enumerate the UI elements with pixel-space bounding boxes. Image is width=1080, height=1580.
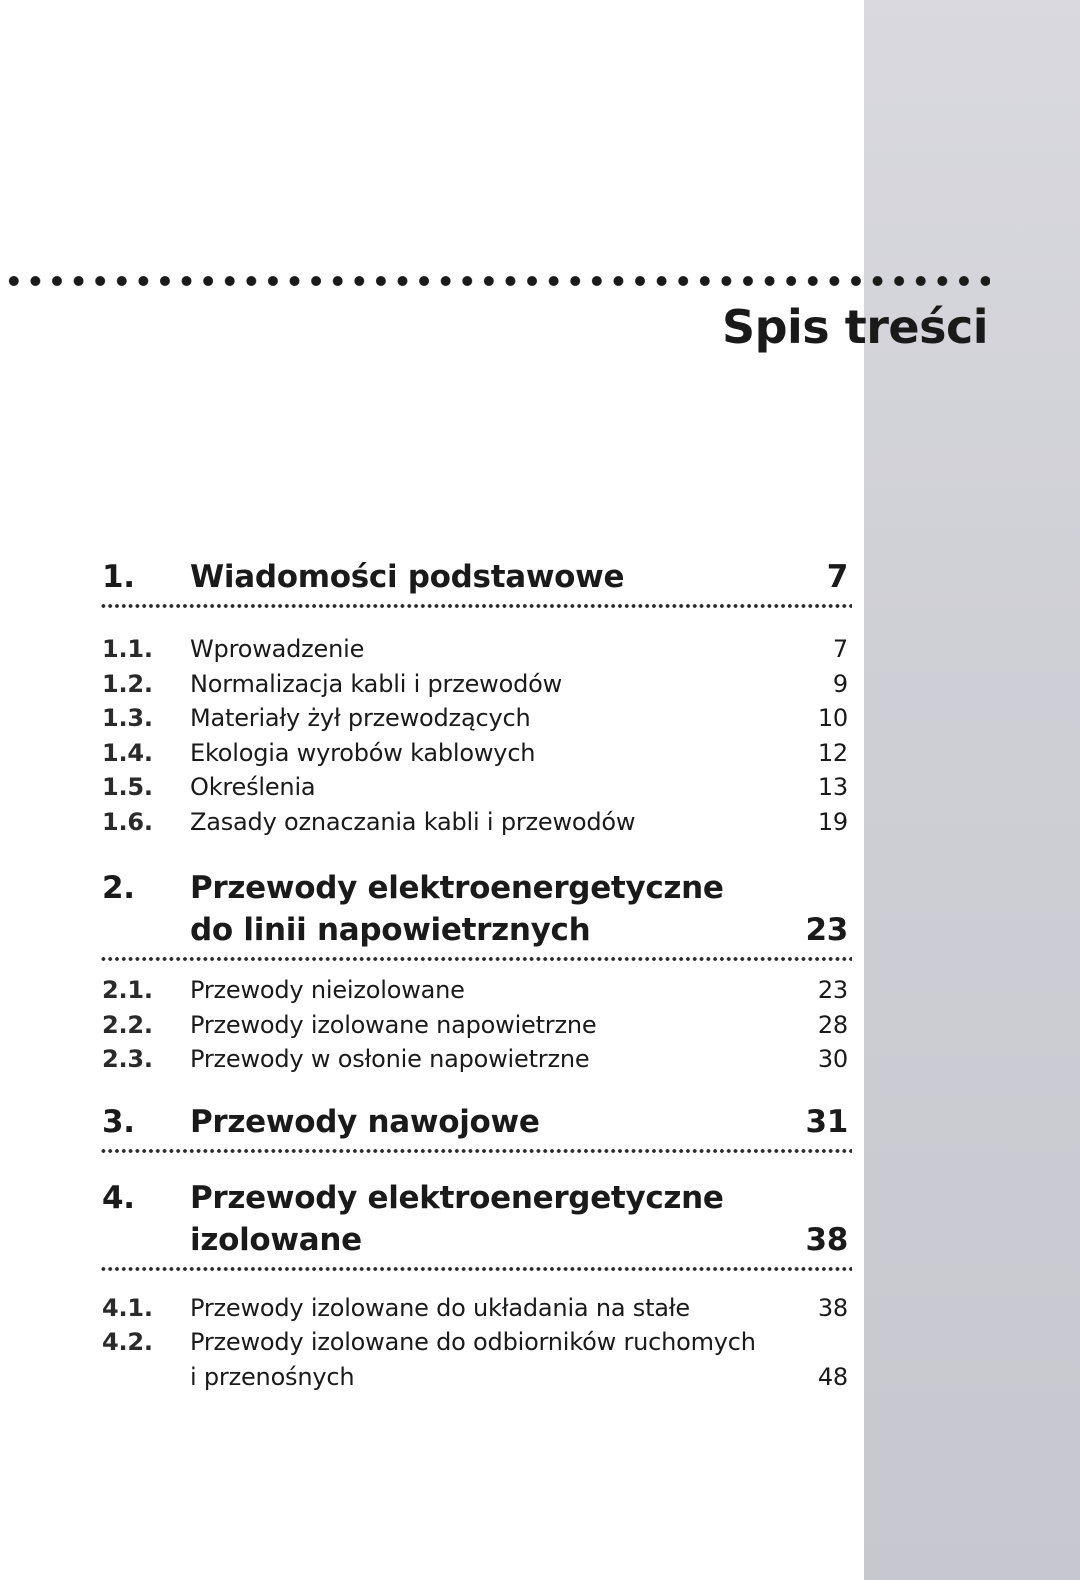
section-page: 28 — [817, 1010, 848, 1039]
section-title: Wprowadzenie — [190, 635, 365, 663]
section-item[interactable] — [100, 1008, 852, 1043]
section-page: 10 — [817, 704, 848, 732]
section-page: 48 — [817, 1362, 848, 1391]
chapter-4 — [100, 1177, 852, 1395]
chapter-number: 4. — [102, 1179, 135, 1216]
dotted-divider — [100, 1265, 852, 1273]
section-list — [100, 1291, 852, 1395]
dotted-divider — [100, 602, 852, 610]
decorative-dot-row — [0, 274, 990, 288]
section-number: 4.2. — [102, 1328, 153, 1356]
section-number: 1.3. — [102, 704, 153, 732]
chapter-1 — [100, 556, 852, 839]
section-list — [100, 632, 852, 839]
section-title: Materiały żył przewodzących — [190, 704, 531, 732]
section-title: Ekologia wyrobów kablowych — [190, 738, 536, 767]
section-title: Przewody izolowane napowietrzne — [190, 1010, 597, 1039]
section-page: 12 — [817, 738, 848, 767]
chapter-heading[interactable] — [100, 556, 852, 598]
section-number: 1.1. — [102, 635, 153, 663]
section-number: 1.2. — [102, 669, 153, 698]
section-title: Zasady oznaczania kabli i przewodów — [190, 807, 636, 836]
chapter-title-line-1: Przewody elektroenergetyczne — [190, 870, 724, 906]
section-item[interactable] — [100, 632, 852, 667]
chapter-page: 31 — [805, 1103, 848, 1140]
page-title: Spis treści — [721, 300, 988, 354]
section-page: 9 — [832, 669, 848, 698]
chapter-page: 7 — [826, 559, 848, 595]
chapter-number: 2. — [102, 870, 135, 906]
chapter-title: Wiadomości podstawowe — [190, 559, 625, 595]
section-number: 4.1. — [102, 1293, 153, 1322]
section-page: 38 — [817, 1293, 848, 1322]
chapter-page: 23 — [805, 912, 848, 948]
chapter-title: Przewody nawojowe — [190, 1103, 540, 1140]
section-number: 1.4. — [102, 738, 153, 767]
section-title-line-1: Przewody izolowane do odbiorników ruchomych — [190, 1328, 756, 1356]
chapter-title-line-1: Przewody elektroenergetyczne — [190, 1179, 724, 1216]
section-page: 30 — [817, 1045, 848, 1073]
chapter-heading[interactable] — [100, 1177, 852, 1261]
section-item[interactable] — [100, 770, 852, 805]
section-number: 1.5. — [102, 773, 153, 801]
chapter-heading[interactable] — [100, 867, 852, 951]
chapter-title-line-2: do linii napowietrznych — [190, 912, 591, 948]
chapter-heading[interactable] — [100, 1101, 852, 1143]
section-item[interactable] — [100, 1291, 852, 1326]
section-item[interactable] — [100, 1042, 852, 1077]
section-page: 23 — [817, 976, 848, 1004]
section-item[interactable] — [100, 805, 852, 840]
section-title: Przewody nieizolowane — [190, 976, 465, 1004]
chapter-2 — [100, 867, 852, 1077]
section-title-line-2: i przenośnych — [190, 1362, 355, 1391]
chapter-number: 3. — [102, 1103, 135, 1140]
side-band — [864, 0, 1080, 1580]
section-item[interactable] — [100, 1325, 852, 1394]
section-title: Przewody w osłonie napowietrzne — [190, 1045, 590, 1073]
section-page: 13 — [817, 773, 848, 801]
section-number: 2.3. — [102, 1045, 153, 1073]
table-of-contents — [100, 556, 852, 1394]
section-number: 2.1. — [102, 976, 153, 1004]
section-title: Określenia — [190, 773, 316, 801]
section-page: 7 — [832, 635, 848, 663]
dotted-divider — [100, 1147, 852, 1155]
section-number: 1.6. — [102, 807, 153, 836]
chapter-page: 38 — [805, 1221, 848, 1258]
section-item[interactable] — [100, 701, 852, 736]
section-item[interactable] — [100, 736, 852, 771]
section-item[interactable] — [100, 973, 852, 1008]
chapter-number: 1. — [102, 559, 135, 595]
section-title: Przewody izolowane do układania na stałe — [190, 1293, 690, 1322]
section-item[interactable] — [100, 667, 852, 702]
chapter-3 — [100, 1101, 852, 1155]
chapter-title-line-2: izolowane — [190, 1221, 362, 1258]
dotted-divider — [100, 955, 852, 963]
section-list — [100, 973, 852, 1077]
section-number: 2.2. — [102, 1010, 153, 1039]
section-page: 19 — [817, 807, 848, 836]
section-title: Normalizacja kabli i przewodów — [190, 669, 563, 698]
